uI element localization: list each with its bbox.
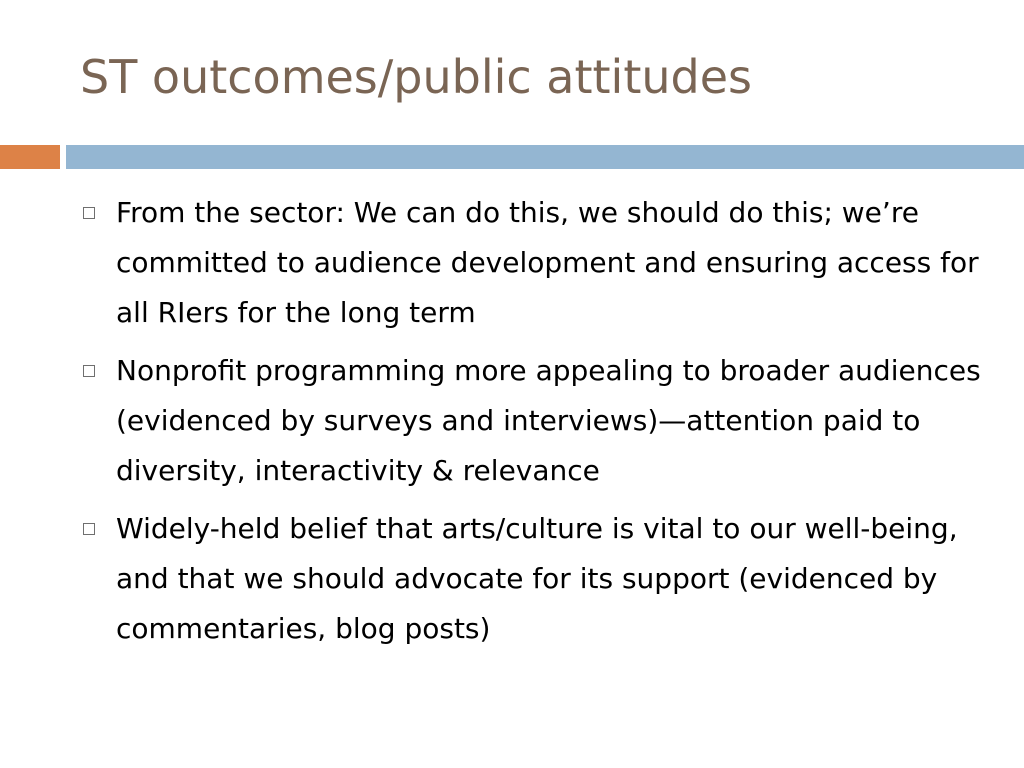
bullet-item <box>80 188 990 338</box>
bullet-item <box>80 504 990 654</box>
square-bullet-icon <box>83 523 95 535</box>
bullet-text: Widely-held belief that arts/culture is vital to our well-being, and that we should advocate for its support (evidenced by commentaries, blog posts) <box>116 512 958 645</box>
accent-bar-blue <box>66 145 1024 169</box>
bullet-list <box>80 188 990 662</box>
square-bullet-icon <box>83 365 95 377</box>
slide-title: ST outcomes/public attitudes <box>80 50 752 104</box>
accent-bar-orange <box>0 145 60 169</box>
bullet-item <box>80 346 990 496</box>
square-bullet-icon <box>83 207 95 219</box>
bullet-text: Nonprofit programming more appealing to broader audiences (evidenced by surveys and interviews)—attention paid to diversity, interactivity & relevance <box>116 354 981 487</box>
bullet-text: From the sector: We can do this, we should do this; we’re committed to audience development and ensuring access for all RIers for the long term <box>116 196 979 329</box>
